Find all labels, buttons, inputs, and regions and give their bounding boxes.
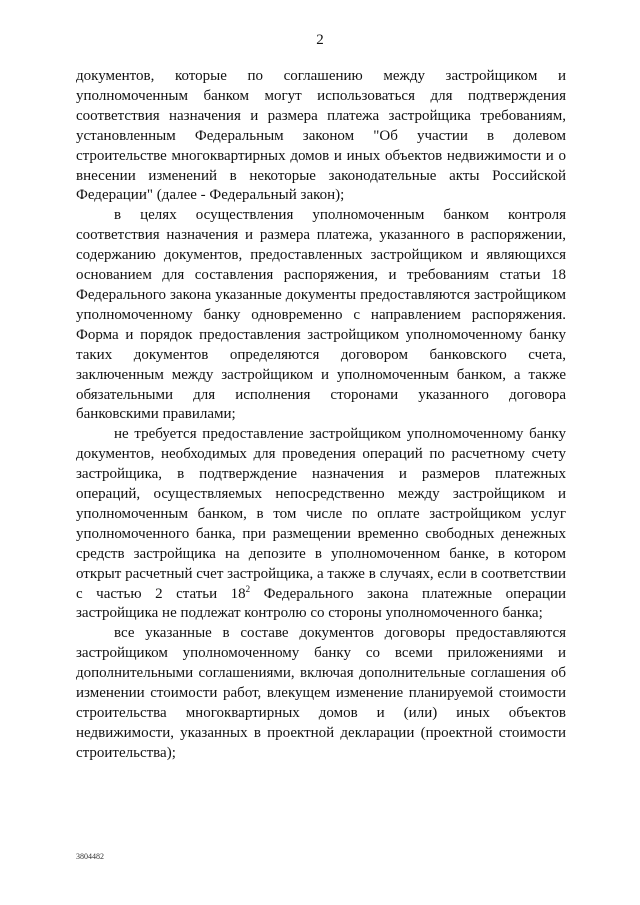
- document-body: [76, 67, 566, 764]
- page-number: 2: [316, 32, 324, 48]
- paragraph-text-before-sup: не требуется предоставление застройщиком уполномоченному банку документов, необходимых для проведения операций по расчетному счету застройщика, в подтверждение назначения и размеров платежных операций, осуществляемых непосредственно между застройщиком и уполномоченным банком, в том числе по оплате застройщиком услуг уполномоченного банка, при размещении временно свободных денежных средств застройщика на депозите в уполномоченном банке, в котором открыт расчетный счет застройщика, а также в случаях, если в соответствии с частью 2 статьи 18: [76, 426, 566, 602]
- paragraph-no-documents-required: [76, 425, 566, 624]
- document-code: 3804482: [76, 852, 104, 861]
- paragraph-continuation: документов, которые по соглашению между застройщиком и уполномоченным банком могут использоваться для подтверждения соответствия назначения и размера платежа застройщика требованиям, установленным Федеральным законом "Об участии в долевом строительстве многоквартирных домов и иных объектов недвижимости и о внесении изменений в некоторые законодательные акты Российской Федерации" (далее - Федеральный закон);: [76, 68, 566, 204]
- paragraph-contracts-provided: все указанные в составе документов договоры предоставляются застройщиком уполномоченному банку со всеми приложениями и дополнительными соглашениями, включая дополнительные соглашения об изменении стоимости работ, влекущем изменение планируемой стоимости строительства многоквартирных домов и (или) иных объектов недвижимости, указанных в проектной декларации (проектной стоимости строительства);: [76, 625, 566, 761]
- superscript-article-index: 2: [245, 583, 251, 594]
- paragraph-bank-control: в целях осуществления уполномоченным банком контроля соответствия назначения и размера платежа, указанного в распоряжении, содержанию документов, предоставленных застройщиком и являющихся основанием для составления распоряжения, и требованиям статьи 18 Федерального закона указанные документы предоставляются застройщиком уполномоченному банку одновременно с направлением распоряжения. Форма и порядок предоставления застройщиком уполномоченному банку таких документов определяются договором банковского счета, заключенным между застройщиком и уполномоченным банком, а также обязательными для исполнения сторонами указанного договора банковскими правилами;: [76, 207, 566, 423]
- paragraph-text-after-sup: Федерального закона платежные операции застройщика не подлежат контролю со стороны уполномоченного банка;: [76, 585, 566, 622]
